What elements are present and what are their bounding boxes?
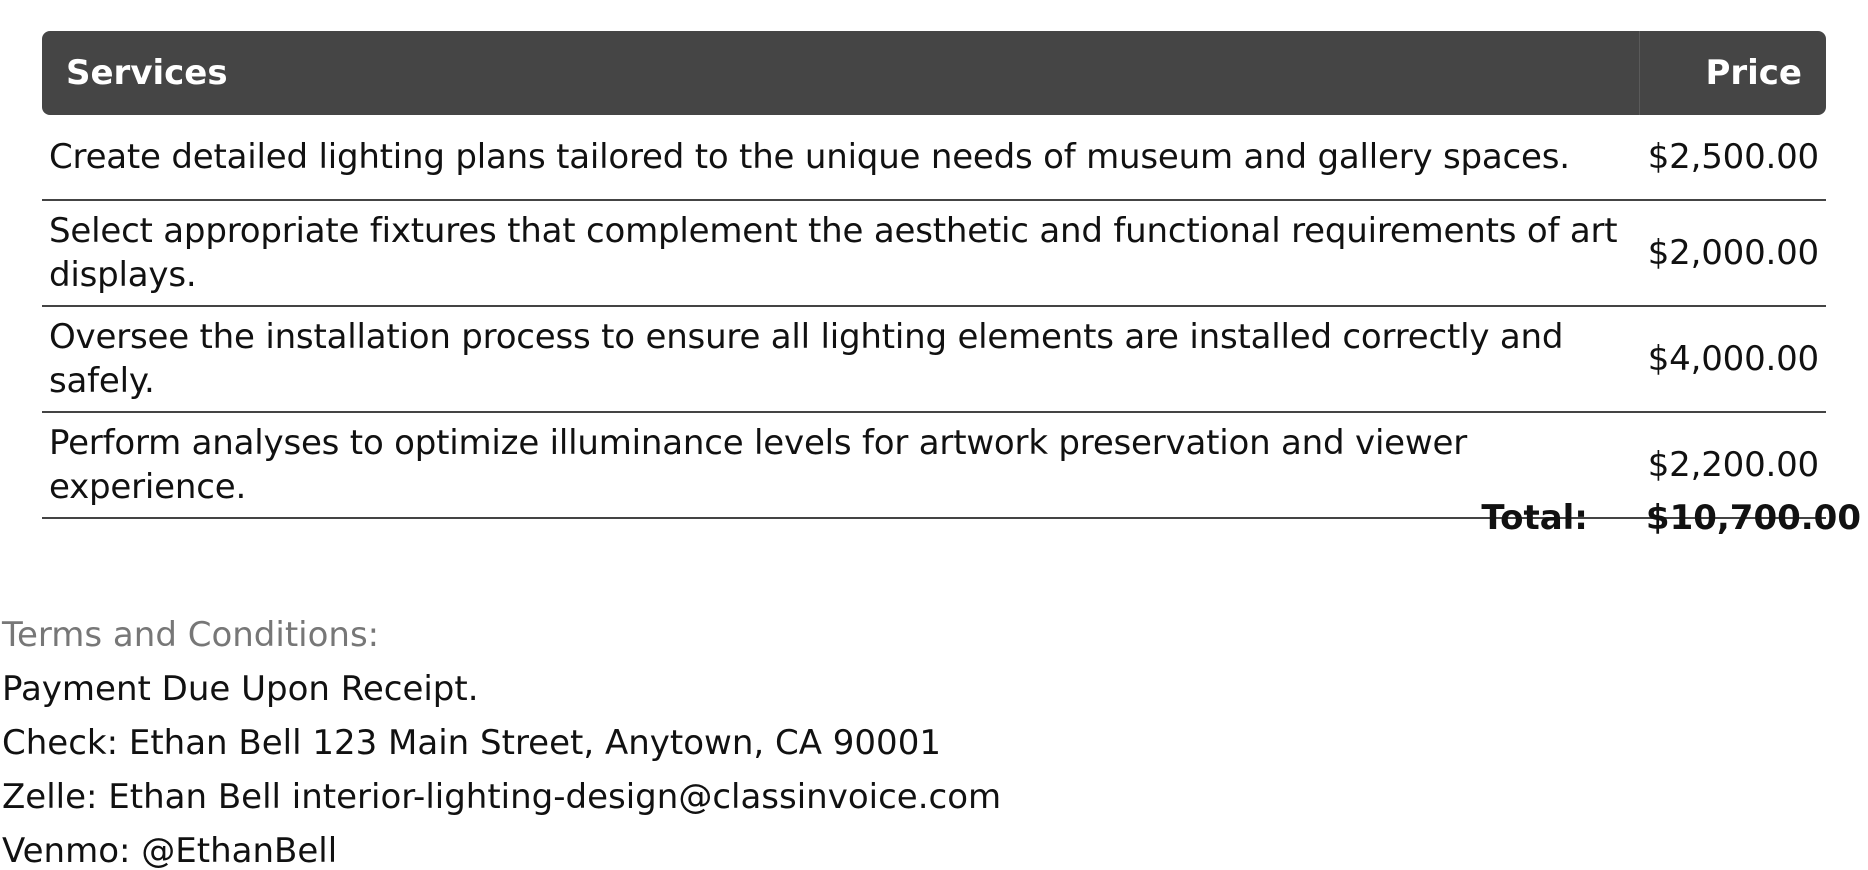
terms-zelle: Zelle: Ethan Bell interior-lighting-design@classinvoice.com: [2, 777, 1002, 817]
total-value: $10,700.00: [1645, 498, 1861, 538]
terms-payment-due: Payment Due Upon Receipt.: [2, 669, 479, 709]
service-price: $4,000.00: [1639, 307, 1826, 413]
service-description: Perform analyses to optimize illuminance levels for artwork preservation and viewer experience.: [42, 413, 1639, 519]
services-column-header: Services: [42, 31, 1639, 115]
service-description: Create detailed lighting plans tailored to the unique needs of museum and gallery spaces.: [42, 115, 1639, 201]
total-row: [1481, 498, 1861, 538]
terms-title: Terms and Conditions:: [2, 615, 380, 655]
terms-venmo: Venmo: @EthanBell: [2, 831, 338, 870]
terms-check: Check: Ethan Bell 123 Main Street, Anytown, CA 90001: [2, 723, 941, 763]
service-description: Select appropriate fixtures that complement the aesthetic and functional requirements of art displays.: [42, 201, 1639, 307]
table-row: [42, 201, 1826, 307]
services-table: [42, 31, 1826, 519]
service-price: $2,500.00: [1639, 115, 1826, 201]
invoice: [42, 31, 1826, 519]
price-column-header: Price: [1639, 31, 1826, 115]
table-row: [42, 307, 1826, 413]
total-label: Total:: [1481, 498, 1588, 538]
service-description: Oversee the installation process to ensure all lighting elements are installed correctly and safely.: [42, 307, 1639, 413]
table-header-row: [42, 31, 1826, 115]
service-price: $2,200.00: [1639, 413, 1826, 519]
service-price: $2,000.00: [1639, 201, 1826, 307]
table-row: [42, 115, 1826, 201]
terms-section: [2, 608, 1001, 870]
